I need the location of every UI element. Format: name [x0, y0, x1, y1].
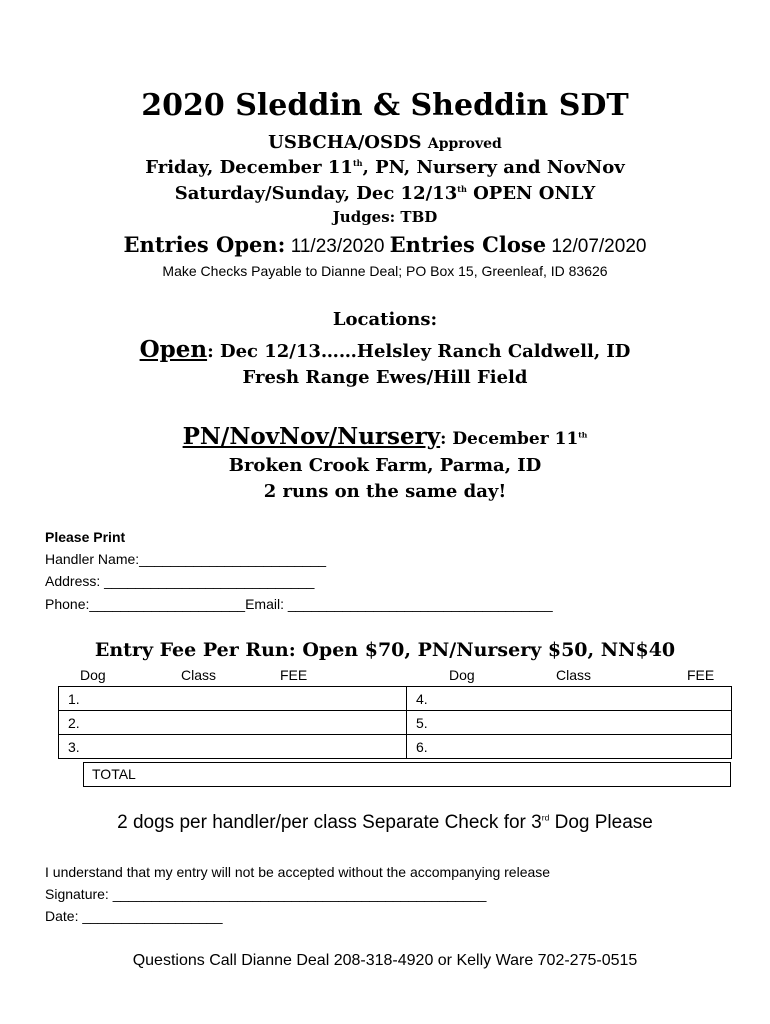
- please-print: Please Print: [45, 529, 126, 545]
- pn-note: 2 runs on the same day!: [263, 481, 507, 502]
- friday-line: [0, 157, 770, 178]
- entries-close-date: 12/07/2020: [546, 236, 647, 257]
- entry-cell[interactable]: 4.: [407, 687, 732, 711]
- col-class-right: Class: [556, 667, 592, 683]
- release-note: I understand that my entry will not be accepted without the accompanying release: [45, 864, 551, 880]
- address-field[interactable]: Address: ___________________________: [45, 573, 315, 589]
- two-dogs-sup: rd: [541, 812, 550, 823]
- entry-fee-title: Entry Fee Per Run: Open $70, PN/Nursery $50, NN$40: [94, 639, 676, 661]
- col-fee-left: FEE: [280, 667, 308, 683]
- judges-line: Judges: TBD: [332, 208, 438, 226]
- table-row: [59, 687, 732, 711]
- col-dog-right: Dog: [449, 667, 475, 683]
- two-dogs-end: Dog Please: [549, 812, 653, 833]
- entry-cell[interactable]: 2.: [59, 711, 407, 735]
- entries-close-label: Entries Close: [389, 232, 547, 257]
- entry-cell[interactable]: 5.: [407, 711, 732, 735]
- entries-open-date: 11/23/2020: [285, 236, 390, 257]
- col-class-left: Class: [181, 667, 217, 683]
- checks-payable: Make Checks Payable to Dianne Deal; PO Box 15, Greenleaf, ID 83626: [162, 263, 608, 279]
- open-field: Fresh Range Ewes/Hill Field: [242, 367, 528, 388]
- phone-email-field[interactable]: Phone:____________________Email: __________________________________: [45, 596, 553, 612]
- saturday-line: [0, 183, 770, 204]
- two-dogs-note: [0, 812, 770, 834]
- total-cell[interactable]: TOTAL: [83, 762, 731, 787]
- friday-classes: , PN, Nursery and NovNov: [362, 157, 625, 178]
- pn-location-line: [0, 423, 770, 450]
- entry-cell[interactable]: 3.: [59, 735, 407, 759]
- table-row: [59, 735, 732, 759]
- friday-date: Friday, December 11: [145, 157, 353, 178]
- col-dog-left: Dog: [80, 667, 106, 683]
- entries-open-label: Entries Open:: [123, 232, 286, 257]
- approval-line: [0, 132, 770, 153]
- two-dogs-text: 2 dogs per handler/per class Separate Check for 3: [117, 812, 542, 833]
- saturday-classes: OPEN ONLY: [466, 183, 596, 204]
- handler-name-field[interactable]: Handler Name:________________________: [45, 551, 327, 567]
- locations-heading: Locations:: [332, 309, 438, 330]
- entry-table: [58, 686, 732, 759]
- table-row: [59, 711, 732, 735]
- open-location: : Dec 12/13……Helsley Ranch Caldwell, ID: [207, 341, 631, 362]
- signature-field[interactable]: Signature: ________________________________________________: [45, 886, 487, 902]
- pn-sup: th: [578, 430, 588, 440]
- saturday-date: Saturday/Sunday, Dec 12/13: [174, 183, 458, 204]
- approval-main: USBCHA/OSDS: [268, 132, 422, 153]
- friday-sup: th: [352, 158, 363, 168]
- event-title: 2020 Sleddin & Sheddin SDT: [141, 88, 629, 123]
- open-location-line: [0, 336, 770, 363]
- entry-cell[interactable]: 6.: [407, 735, 732, 759]
- approval-small: Approved: [427, 136, 502, 152]
- entry-cell[interactable]: 1.: [59, 687, 407, 711]
- pn-place: Broken Crook Farm, Parma, ID: [228, 455, 542, 476]
- contact-footer: Questions Call Dianne Deal 208-318-4920 or Kelly Ware 702-275-0515: [132, 952, 638, 969]
- open-label: Open: [139, 336, 208, 363]
- date-field[interactable]: Date: __________________: [45, 908, 223, 924]
- col-fee-right: FEE: [687, 667, 715, 683]
- entries-line: [0, 232, 770, 258]
- saturday-sup: th: [457, 184, 467, 194]
- pn-date: : December 11: [440, 429, 579, 449]
- pn-label: PN/NovNov/Nursery: [182, 423, 441, 450]
